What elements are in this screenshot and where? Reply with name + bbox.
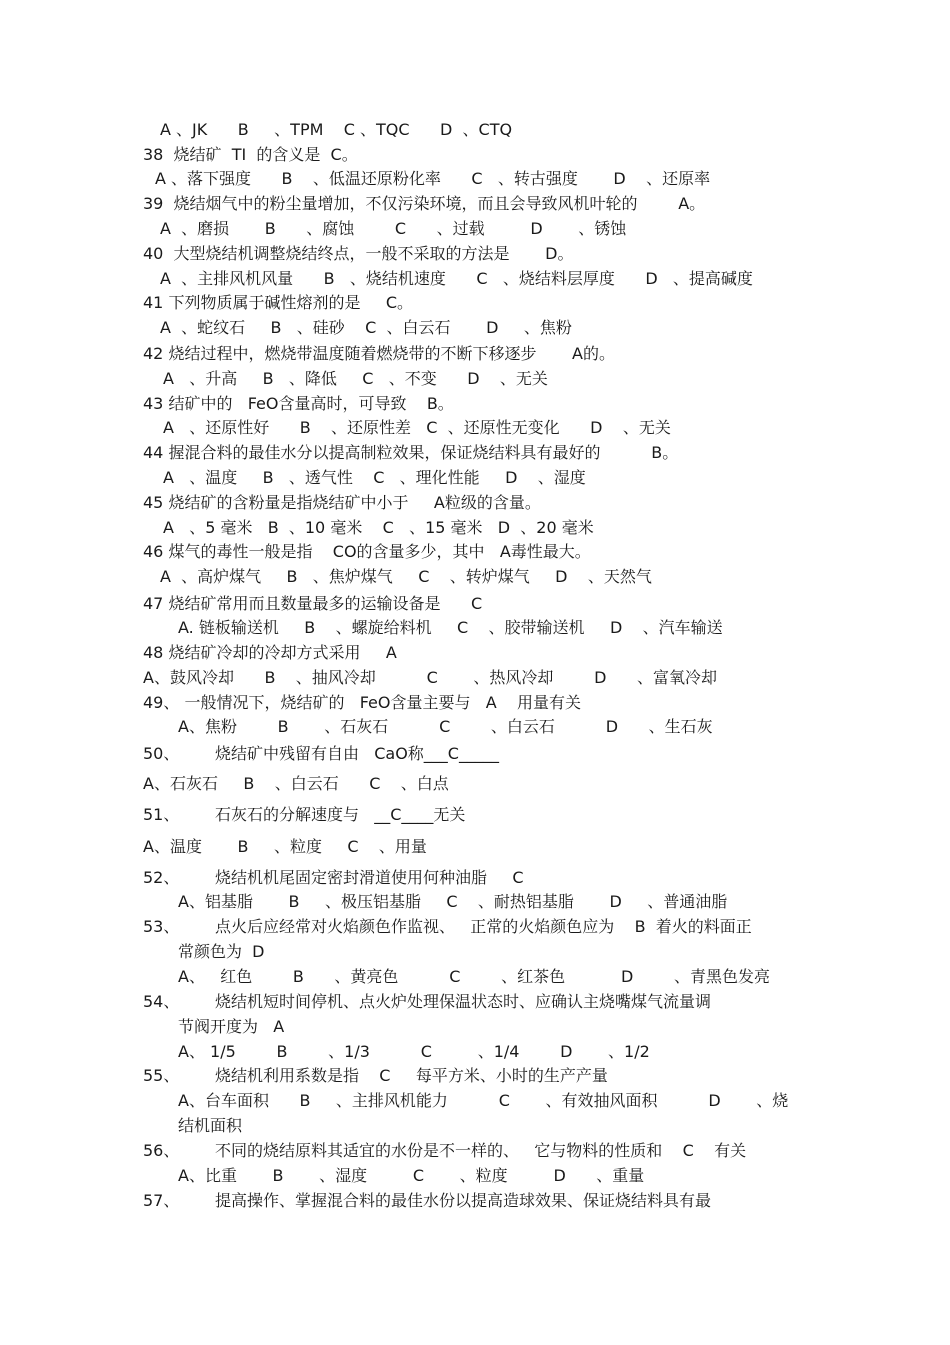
options-53: A、 红色 B 、黄亮色 C 、红茶色 D 、青黑色发亮 — [178, 967, 771, 986]
options-54: A、 1/5 B 、1/3 C 、1/4 D 、1/2 — [178, 1042, 650, 1061]
question-55: 55、 烧结机利用系数是指 C 每平方米、小时的生产产量 — [143, 1066, 608, 1085]
question-47: 47 烧结矿常用而且数量最多的运输设备是 C — [143, 594, 483, 613]
question-39: 39 烧结烟气中的粉尘量增加，不仅污染环境，而且会导致风机叶轮的 A。 — [143, 194, 706, 213]
question-53-cont: 常颜色为 D — [178, 942, 265, 961]
options-55-cont: 结机面积 — [178, 1116, 243, 1135]
question-49: 49、 一般情况下，烧结矿的 FeO含量主要与 A 用量有关 — [143, 693, 582, 712]
question-46: 46 煤气的毒性一般是指 CO的含量多少，其中 A毒性最大。 — [143, 542, 591, 561]
options-47: A. 链板输送机 B 、螺旋给料机 C 、胶带输送机 D 、汽车输送 — [178, 618, 723, 637]
question-52: 52、 烧结机机尾固定密封滑道使用何种油脂 C — [143, 868, 524, 887]
options-39: A 、磨损 B 、腐蚀 C 、过载 D 、锈蚀 — [160, 219, 627, 238]
question-43: 43 结矿中的 FeO含量高时，可导致 B。 — [143, 394, 454, 413]
options-44: A 、温度 B 、透气性 C 、理化性能 D 、湿度 — [163, 468, 586, 487]
options-49: A、焦粉 B 、石灰石 C 、白云石 D 、生石灰 — [178, 717, 713, 736]
question-57: 57、 提高操作、掌握混合料的最佳水份以提高造球效果、保证烧结料具有最 — [143, 1191, 711, 1210]
question-51: 51、 石灰石的分解速度与 __C____无关 — [143, 805, 466, 824]
options-43: A 、还原性好 B 、还原性差 C 、还原性无变化 D 、无关 — [163, 418, 671, 437]
options-51: A、温度 B 、粒度 C 、用量 — [143, 837, 427, 856]
options-56: A、比重 B 、湿度 C 、粒度 D 、重量 — [178, 1166, 645, 1185]
options-41: A 、蛇纹石 B 、硅砂 C 、白云石 D 、焦粉 — [160, 318, 572, 337]
options-40: A 、主排风机风量 B 、烧结机速度 C 、烧结料层厚度 D 、提高碱度 — [160, 269, 753, 288]
question-56: 56、 不同的烧结原料其适宜的水份是不一样的、 它与物料的性质和 C 有关 — [143, 1141, 747, 1160]
question-53: 53、 点火后应经常对火焰颜色作监视、 正常的火焰颜色应为 B 着火的料面正 — [143, 917, 752, 936]
question-45: 45 烧结矿的含粉量是指烧结矿中小于 A粒级的含量。 — [143, 493, 541, 512]
question-38: 38 烧结矿 TI 的含义是 C。 — [143, 145, 358, 164]
question-44: 44 握混合料的最佳水分以提高制粒效果，保证烧结料具有最好的 B。 — [143, 443, 679, 462]
options-48: A、鼓风冷却 B 、抽风冷却 C 、热风冷却 D 、富氧冷却 — [143, 668, 717, 687]
question-40: 40 大型烧结机调整烧结终点，一般不采取的方法是 D。 — [143, 244, 574, 263]
question-50: 50、 烧结矿中残留有自由 CaO称___C_____ — [143, 744, 499, 763]
question-54: 54、 烧结机短时间停机、点火炉处理保温状态时、应确认主烧嘴煤气流量调 — [143, 992, 711, 1011]
options-42: A 、升高 B 、降低 C 、不变 D 、无关 — [163, 369, 548, 388]
options-38: A 、落下强度 B 、低温还原粉化率 C 、转古强度 D 、还原率 — [155, 169, 711, 188]
options-46: A 、高炉煤气 B 、焦炉煤气 C 、转炉煤气 D 、天然气 — [160, 567, 652, 586]
options-50: A、石灰石 B 、白云石 C 、白点 — [143, 774, 449, 793]
question-42: 42 烧结过程中，燃烧带温度随着燃烧带的不断下移逐步 A的。 — [143, 344, 615, 363]
question-48: 48 烧结矿冷却的冷却方式采用 A — [143, 643, 397, 662]
options-55: A、台车面积 B 、主排风机能力 C 、有效抽风面积 D 、烧 — [178, 1091, 789, 1110]
question-54-cont: 节阀开度为 A — [178, 1017, 285, 1036]
text-line: A 、JK B 、TPM C 、TQC D 、CTQ — [160, 120, 513, 139]
question-41: 41 下列物质属于碱性熔剂的是 C。 — [143, 293, 414, 312]
options-52: A、铝基脂 B 、极压铝基脂 C 、耐热铝基脂 D 、普通油脂 — [178, 892, 728, 911]
options-45: A 、5 毫米 B 、10 毫米 C 、15 毫米 D 、20 毫米 — [163, 518, 594, 537]
